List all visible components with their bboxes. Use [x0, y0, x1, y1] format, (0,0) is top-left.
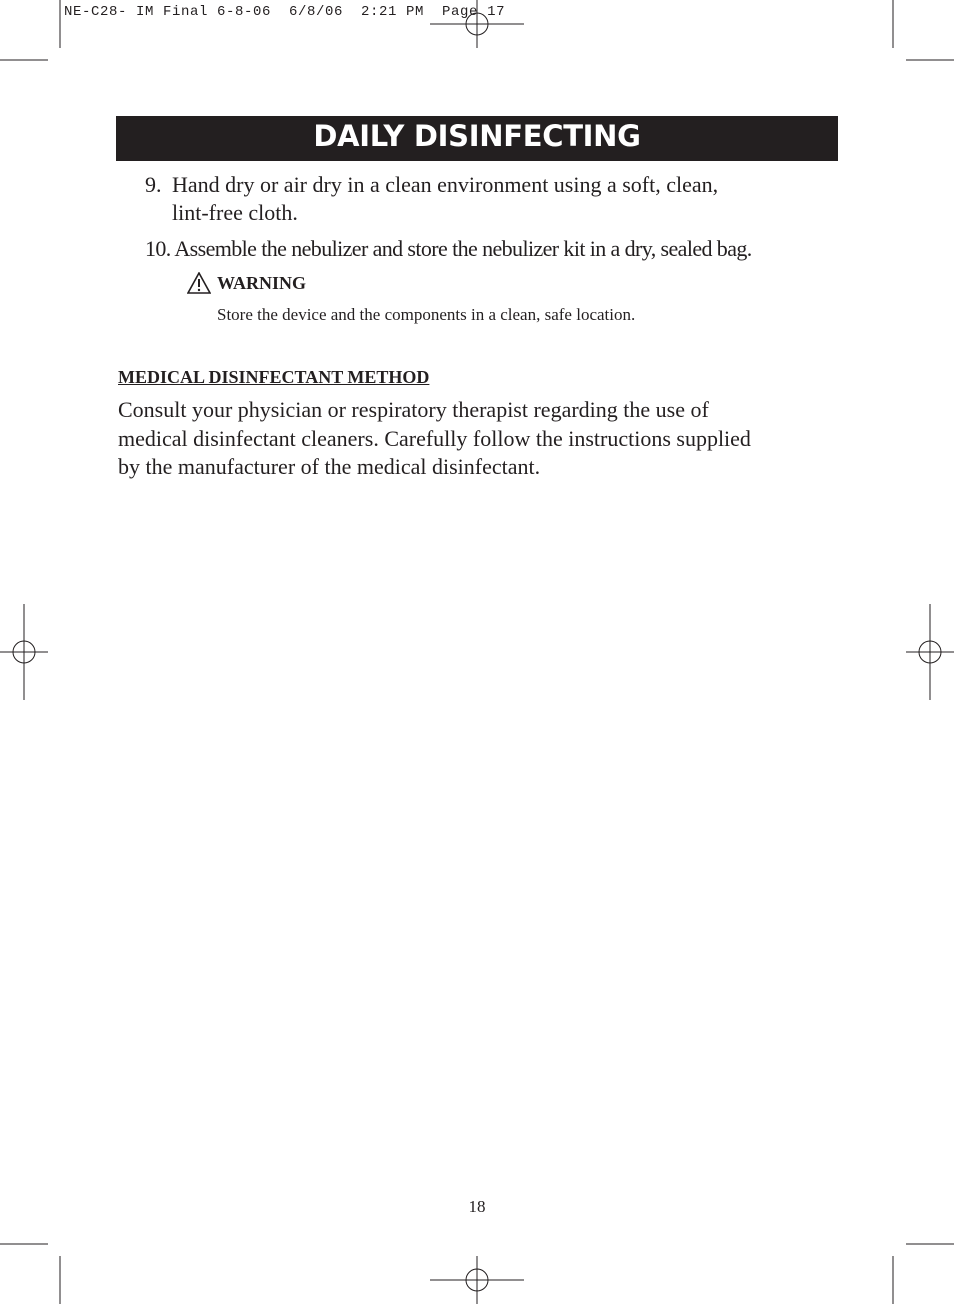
step-9-number: 9. [145, 172, 162, 197]
section-heading: MEDICAL DISINFECTANT METHOD [118, 367, 430, 387]
warning-text: Store the device and the components in a clean, safe location. [217, 305, 636, 324]
warning-triangle-icon [187, 272, 211, 294]
section-banner [116, 116, 838, 161]
step-9-line-1: Hand dry or air dry in a clean environment using a soft, clean, [172, 172, 719, 197]
body-line-2: medical disinfectant cleaners. Carefully follow the instructions supplied [118, 425, 751, 451]
step-10-text: 10. Assemble the nebulizer and store the nebulizer kit in a dry, sealed bag. [145, 236, 752, 261]
step-9-text [172, 171, 718, 227]
warning-title: WARNING [217, 273, 307, 293]
page-title: DAILY DISINFECTING [313, 119, 641, 153]
body-line-3: by the manufacturer of the medical disinfectant. [118, 454, 541, 479]
body-paragraph [118, 396, 818, 482]
step-9-line-2: lint-free cloth. [172, 200, 298, 225]
body-line-1: Consult your physician or respiratory therapist regarding the use of [118, 397, 709, 422]
print-slug-line: NE-C28- IM Final 6-8-06 6/8/06 2:21 PM Page 17 [64, 4, 506, 20]
page-number: 18 [468, 1197, 486, 1216]
